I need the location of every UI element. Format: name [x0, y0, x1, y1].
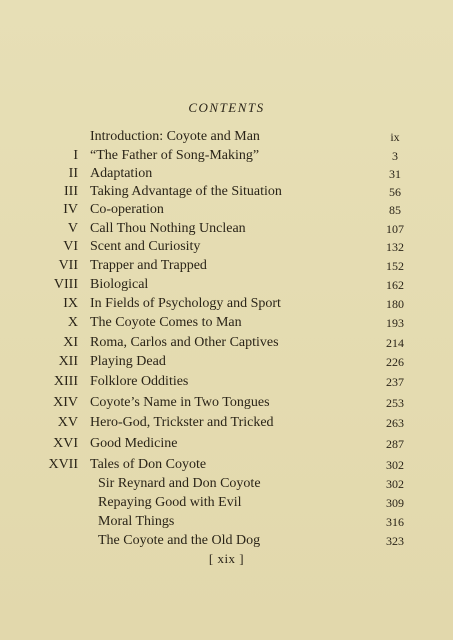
- page-number: 152: [386, 259, 404, 273]
- chapter-title: Coyote’s Name in Two Tongues: [90, 395, 270, 410]
- chapter-title: Tales of Don Coyote: [90, 457, 207, 472]
- chapter-title: Folklore Oddities: [90, 374, 189, 389]
- chapter-number: IX: [63, 296, 78, 311]
- toc-entry: [0, 237, 453, 257]
- page-number: 316: [386, 515, 404, 529]
- chapter-number: II: [68, 166, 78, 181]
- toc-entry: [0, 372, 453, 392]
- chapter-number: III: [64, 184, 78, 199]
- toc-entry: [0, 182, 453, 202]
- chapter-number: XI: [63, 335, 78, 350]
- toc-entry: [0, 127, 453, 147]
- chapter-title: Hero-God, Trickster and Tricked: [90, 415, 274, 430]
- page-number: ix: [390, 130, 400, 144]
- page-number: 263: [386, 416, 404, 430]
- section-title: Repaying Good with Evil: [98, 495, 242, 510]
- toc-subentry: [0, 474, 453, 494]
- page-number: 56: [389, 185, 401, 199]
- chapter-title: Taking Advantage of the Situation: [90, 184, 282, 199]
- page-number: 253: [386, 396, 404, 410]
- chapter-title: Scent and Curiosity: [90, 239, 201, 254]
- toc-entry: [0, 352, 453, 372]
- toc-entry: [0, 455, 453, 475]
- chapter-number: XV: [57, 415, 78, 430]
- toc-entry: [0, 413, 453, 433]
- chapter-title: Roma, Carlos and Other Captives: [90, 335, 279, 350]
- chapter-number: IV: [63, 202, 78, 217]
- toc-entry: [0, 219, 453, 239]
- toc-entry: [0, 256, 453, 276]
- toc-subentry: [0, 531, 453, 551]
- chapter-title: Good Medicine: [90, 436, 178, 451]
- page-number: 309: [386, 496, 404, 510]
- chapter-title: Biological: [90, 277, 149, 292]
- page-number: 31: [389, 167, 401, 181]
- page-number: 323: [386, 534, 404, 548]
- chapter-number: XII: [58, 354, 78, 369]
- page-number: 193: [386, 316, 404, 330]
- chapter-title: Trapper and Trapped: [90, 258, 207, 273]
- page-folio: [ xix ]: [208, 551, 245, 566]
- toc-entry: [0, 275, 453, 295]
- chapter-number: VIII: [53, 277, 78, 292]
- page-number: 132: [386, 240, 404, 254]
- chapter-title: The Coyote Comes to Man: [90, 315, 242, 330]
- page-number: 226: [386, 355, 404, 369]
- section-title: Sir Reynard and Don Coyote: [98, 476, 261, 491]
- toc-entry: [0, 313, 453, 333]
- page-number: 107: [386, 222, 404, 236]
- chapter-title: Playing Dead: [90, 354, 166, 369]
- chapter-title: Adaptation: [90, 166, 153, 181]
- chapter-number: VI: [63, 239, 78, 254]
- toc-entry: [0, 393, 453, 413]
- chapter-title: “The Father of Song-Making”: [90, 148, 260, 163]
- page-number: 85: [389, 203, 401, 217]
- page-number: 162: [386, 278, 404, 292]
- chapter-number: XVII: [48, 457, 78, 472]
- page-number: 214: [386, 336, 404, 350]
- toc-entry: [0, 164, 453, 184]
- chapter-number: V: [67, 221, 78, 236]
- page-number: 180: [386, 297, 404, 311]
- toc-entry: [0, 434, 453, 454]
- section-title: Moral Things: [98, 514, 175, 529]
- page-number: 302: [386, 458, 404, 472]
- chapter-number: XVI: [53, 436, 78, 451]
- page-number: 287: [386, 437, 404, 451]
- chapter-number: X: [67, 315, 78, 330]
- chapter-number: XIV: [53, 395, 78, 410]
- page-number: 3: [392, 149, 398, 163]
- chapter-number: I: [73, 148, 78, 163]
- chapter-title: Call Thou Nothing Unclean: [90, 221, 246, 236]
- toc-entry: [0, 294, 453, 314]
- chapter-title: Co-operation: [90, 202, 164, 217]
- section-title: The Coyote and the Old Dog: [98, 533, 261, 548]
- toc-entry: [0, 333, 453, 353]
- chapter-number: VII: [58, 258, 78, 273]
- toc-subentry: [0, 512, 453, 532]
- page-number: 302: [386, 477, 404, 491]
- page-number: 237: [386, 375, 404, 389]
- chapter-number: XIII: [53, 374, 78, 389]
- contents-title: CONTENTS: [188, 100, 265, 115]
- chapter-title: Introduction: Coyote and Man: [90, 129, 260, 144]
- chapter-title: In Fields of Psychology and Sport: [90, 296, 281, 311]
- toc-subentry: [0, 493, 453, 513]
- toc-entry: [0, 146, 453, 166]
- toc-entry: [0, 200, 453, 220]
